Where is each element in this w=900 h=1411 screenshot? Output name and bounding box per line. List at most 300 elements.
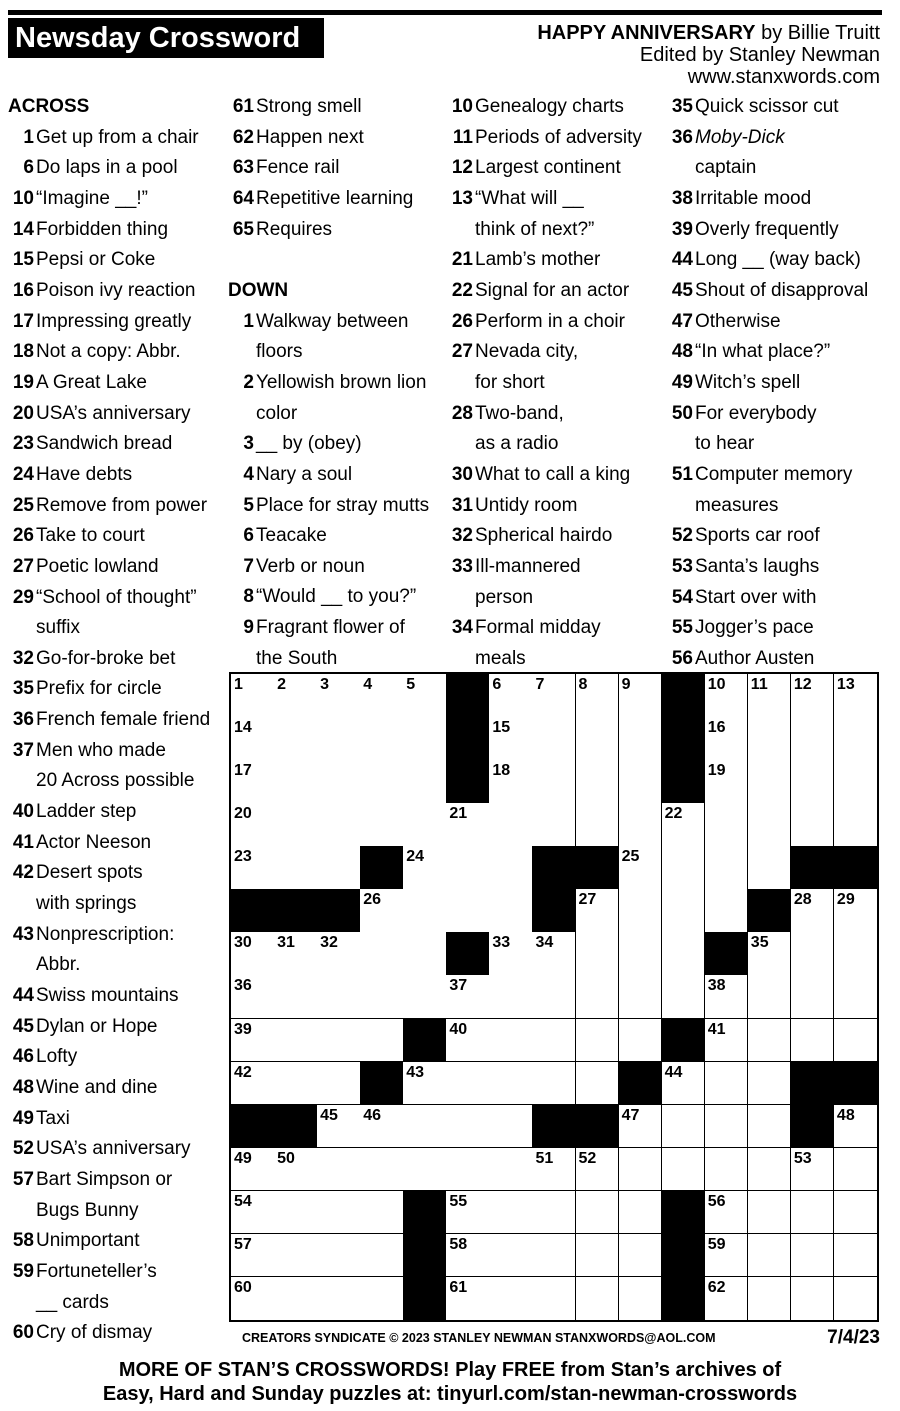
grid-cell[interactable] xyxy=(360,932,404,976)
grid-cell[interactable] xyxy=(317,1062,361,1106)
clue xyxy=(8,399,210,430)
clue xyxy=(228,429,429,460)
black-square xyxy=(662,1191,706,1235)
grid-cell[interactable] xyxy=(532,760,576,804)
grid-cell[interactable] xyxy=(791,1234,835,1278)
grid-cell[interactable] xyxy=(619,932,663,976)
grid-cell[interactable] xyxy=(489,1148,533,1192)
grid-cell[interactable] xyxy=(834,760,877,804)
cell-number: 21 xyxy=(449,805,468,823)
grid-cell[interactable] xyxy=(360,1191,404,1235)
grid-cell[interactable] xyxy=(576,760,620,804)
clue-text: Forbidden thing xyxy=(36,218,169,240)
grid-cell[interactable] xyxy=(489,803,533,847)
clue-number: 13 xyxy=(451,187,473,209)
grid-cell[interactable] xyxy=(748,760,792,804)
grid-cell[interactable] xyxy=(748,932,792,976)
grid-cell[interactable] xyxy=(834,1105,877,1149)
grid-cell[interactable] xyxy=(791,760,835,804)
grid-cell[interactable] xyxy=(705,975,749,1019)
grid-cell[interactable] xyxy=(576,975,620,1019)
grid-cell[interactable] xyxy=(317,932,361,976)
grid-cell[interactable] xyxy=(489,1277,533,1320)
grid-cell[interactable] xyxy=(619,1277,663,1320)
grid-cell[interactable] xyxy=(619,1234,663,1278)
grid-cell[interactable] xyxy=(791,1148,835,1192)
cell-number: 34 xyxy=(535,934,554,952)
grid-cell[interactable] xyxy=(403,846,447,890)
puzzle-editor: Edited by Stanley Newman xyxy=(639,44,880,66)
grid-cell[interactable] xyxy=(705,846,749,890)
cell-number: 14 xyxy=(234,719,252,737)
grid-cell[interactable] xyxy=(489,674,533,718)
grid-cell[interactable] xyxy=(662,1062,706,1106)
grid-cell[interactable] xyxy=(576,1148,620,1192)
grid-cell[interactable] xyxy=(662,1148,706,1192)
clue-text: Two-band, xyxy=(475,402,564,424)
clue xyxy=(667,613,868,644)
clue xyxy=(8,184,210,215)
grid-cell[interactable] xyxy=(705,1148,749,1192)
black-square xyxy=(274,1105,318,1149)
cell-number: 36 xyxy=(234,977,252,995)
grid-cell[interactable] xyxy=(705,1234,749,1278)
clue-continuation: color xyxy=(256,402,298,424)
cell-number: 32 xyxy=(320,934,338,952)
grid-cell[interactable] xyxy=(532,1234,576,1278)
clue-number: 40 xyxy=(12,801,34,823)
grid-cell[interactable] xyxy=(489,975,533,1019)
grid-cell[interactable] xyxy=(274,932,318,976)
grid-cell[interactable] xyxy=(748,1191,792,1235)
clue xyxy=(228,215,429,246)
grid-cell[interactable] xyxy=(317,846,361,890)
clue-text: Genealogy charts xyxy=(475,96,624,117)
grid-cell[interactable] xyxy=(489,889,533,933)
grid-cell[interactable] xyxy=(748,1062,792,1106)
grid-cell[interactable] xyxy=(705,803,749,847)
grid-cell[interactable] xyxy=(748,674,792,718)
grid-cell[interactable] xyxy=(489,760,533,804)
grid-cell[interactable] xyxy=(705,674,749,718)
grid-cell[interactable] xyxy=(231,1019,275,1063)
grid-cell[interactable] xyxy=(619,1105,663,1149)
cell-number: 62 xyxy=(707,1278,726,1296)
clue xyxy=(447,399,642,430)
grid-cell[interactable] xyxy=(532,1019,576,1063)
clue-text: French female friend xyxy=(36,709,211,731)
cell-number: 58 xyxy=(449,1235,468,1253)
grid-cell[interactable] xyxy=(748,1105,792,1149)
grid-cell[interactable] xyxy=(317,1105,361,1149)
grid-cell[interactable] xyxy=(662,932,706,976)
grid-cell[interactable] xyxy=(576,1019,620,1063)
grid-cell[interactable] xyxy=(231,803,275,847)
grid-cell[interactable] xyxy=(446,803,490,847)
grid-cell[interactable] xyxy=(576,932,620,976)
grid-cell[interactable] xyxy=(403,803,447,847)
grid-cell[interactable] xyxy=(446,846,490,890)
clue-number: 44 xyxy=(12,985,34,1007)
grid-cell[interactable] xyxy=(791,803,835,847)
grid-cell[interactable] xyxy=(360,1234,404,1278)
grid-cell[interactable] xyxy=(360,1019,404,1063)
grid-cell[interactable] xyxy=(317,803,361,847)
cell-number: 11 xyxy=(750,676,768,693)
grid-cell[interactable] xyxy=(619,975,663,1019)
grid-cell[interactable] xyxy=(317,674,361,718)
grid-cell[interactable] xyxy=(403,1105,447,1149)
newsday-logo: Newsday Crossword xyxy=(8,18,324,58)
grid-cell[interactable] xyxy=(791,932,835,976)
grid-cell[interactable] xyxy=(274,674,318,718)
clue xyxy=(228,491,429,522)
black-square xyxy=(403,1234,447,1278)
grid-cell[interactable] xyxy=(576,1277,620,1320)
clue xyxy=(667,215,868,246)
grid-cell[interactable] xyxy=(403,889,447,933)
clue-number: 52 xyxy=(671,525,693,547)
clue-text: Sandwich bread xyxy=(36,433,173,455)
grid-cell[interactable] xyxy=(748,1019,792,1063)
clue-number: 53 xyxy=(671,555,693,577)
clue-text: Irritable mood xyxy=(695,187,812,209)
grid-cell[interactable] xyxy=(231,1277,275,1320)
clue-text: Requires xyxy=(256,218,333,240)
clue xyxy=(447,307,642,338)
grid-cell[interactable] xyxy=(619,1148,663,1192)
clue xyxy=(8,1073,210,1104)
grid-cell[interactable] xyxy=(231,674,275,718)
clue-number: 1 xyxy=(23,126,34,148)
grid-cell[interactable] xyxy=(360,803,404,847)
grid-cell[interactable] xyxy=(231,1062,275,1106)
clue-text: Nary a soul xyxy=(256,463,353,485)
clue-text: Moby-Dick xyxy=(695,126,785,148)
cell-number: 47 xyxy=(621,1106,640,1124)
clue-number: 44 xyxy=(671,249,693,271)
grid-cell[interactable] xyxy=(576,1234,620,1278)
grid-cell[interactable] xyxy=(748,1277,792,1320)
cell-number: 27 xyxy=(578,891,597,909)
cell-number: 37 xyxy=(449,977,468,995)
clue-number: 30 xyxy=(451,463,473,485)
grid-cell[interactable] xyxy=(317,1277,361,1320)
grid-cell[interactable] xyxy=(705,1105,749,1149)
grid-cell[interactable] xyxy=(489,1019,533,1063)
grid-cell[interactable] xyxy=(360,1105,404,1149)
clue-number: 45 xyxy=(671,279,693,301)
grid-cell[interactable] xyxy=(834,1148,877,1192)
grid-cell[interactable] xyxy=(532,1191,576,1235)
clue xyxy=(8,276,210,307)
grid-cell[interactable] xyxy=(532,1277,576,1320)
grid-cell[interactable] xyxy=(532,975,576,1019)
grid-cell[interactable] xyxy=(834,1234,877,1278)
grid-cell[interactable] xyxy=(662,889,706,933)
grid-cell[interactable] xyxy=(834,1191,877,1235)
clue xyxy=(447,92,642,123)
grid-cell[interactable] xyxy=(231,1234,275,1278)
grid-cell[interactable] xyxy=(231,975,275,1019)
clue xyxy=(228,613,429,644)
cell-number: 22 xyxy=(664,805,683,823)
clue-continuation: to hear xyxy=(695,433,755,455)
grid-cell[interactable] xyxy=(231,846,275,890)
grid-cell[interactable] xyxy=(532,717,576,761)
clue xyxy=(8,1012,210,1043)
grid-cell[interactable] xyxy=(403,760,447,804)
clue-number: 62 xyxy=(232,126,254,148)
grid-cell[interactable] xyxy=(748,1148,792,1192)
grid-cell[interactable] xyxy=(446,1277,490,1320)
grid-cell[interactable] xyxy=(489,1191,533,1235)
clue-text: Fortuneteller’s xyxy=(36,1260,157,1282)
grid-cell[interactable] xyxy=(705,1062,749,1106)
clue xyxy=(8,981,210,1012)
grid-cell[interactable] xyxy=(274,1277,318,1320)
black-square xyxy=(576,1105,620,1149)
clue-number: 43 xyxy=(12,923,34,945)
grid-cell[interactable] xyxy=(274,1234,318,1278)
grid-cell[interactable] xyxy=(489,1234,533,1278)
clue xyxy=(447,521,642,552)
clue-number: 8 xyxy=(243,586,254,608)
cell-number: 9 xyxy=(621,676,631,693)
clue xyxy=(8,521,210,552)
grid-cell[interactable] xyxy=(576,803,620,847)
grid-cell[interactable] xyxy=(446,1062,490,1106)
grid-cell[interactable] xyxy=(834,717,877,761)
grid-cell[interactable] xyxy=(489,1105,533,1149)
clue-number: 6 xyxy=(243,525,254,547)
grid-cell[interactable] xyxy=(231,932,275,976)
grid-cell[interactable] xyxy=(403,1148,447,1192)
clue-number: 5 xyxy=(243,494,254,516)
grid-cell[interactable] xyxy=(403,717,447,761)
clue-continuation: suffix xyxy=(36,617,81,639)
footer-line-2: Easy, Hard and Sunday puzzles at: tinyurl.com/stan-newman-crosswords xyxy=(102,1383,798,1405)
puzzle-date: 7/4/23 xyxy=(827,1327,880,1348)
footer-promo xyxy=(0,1358,900,1406)
grid-cell[interactable] xyxy=(834,889,877,933)
clue xyxy=(8,1257,210,1288)
grid-cell[interactable] xyxy=(748,717,792,761)
clue-continuation: 20 Across possible xyxy=(36,770,195,792)
grid-cell[interactable] xyxy=(532,803,576,847)
grid-cell[interactable] xyxy=(834,932,877,976)
grid-cell[interactable] xyxy=(791,975,835,1019)
grid-cell[interactable] xyxy=(619,889,663,933)
clue-text: Poison ivy reaction xyxy=(36,279,196,301)
clue-number: 7 xyxy=(243,555,254,577)
grid-cell[interactable] xyxy=(791,1019,835,1063)
clue xyxy=(447,491,642,522)
clue-number: 51 xyxy=(671,463,693,485)
grid-cell[interactable] xyxy=(317,717,361,761)
grid-cell[interactable] xyxy=(317,1191,361,1235)
grid-cell[interactable] xyxy=(576,889,620,933)
grid-cell[interactable] xyxy=(576,1062,620,1106)
grid-cell[interactable] xyxy=(231,1148,275,1192)
clue xyxy=(228,368,429,399)
grid-cell[interactable] xyxy=(274,717,318,761)
grid-cell[interactable] xyxy=(274,1062,318,1106)
grid-cell[interactable] xyxy=(705,1191,749,1235)
grid-cell[interactable] xyxy=(705,717,749,761)
clue-number: 52 xyxy=(12,1138,34,1160)
grid-cell[interactable] xyxy=(619,1019,663,1063)
grid-cell[interactable] xyxy=(619,674,663,718)
clue-text: “Imagine __!” xyxy=(36,187,148,209)
black-square xyxy=(662,1019,706,1063)
grid-cell[interactable] xyxy=(532,932,576,976)
grid-cell[interactable] xyxy=(446,1105,490,1149)
clue-number: 20 xyxy=(12,402,34,424)
grid-cell[interactable] xyxy=(662,1105,706,1149)
grid-cell[interactable] xyxy=(791,1191,835,1235)
grid-cell[interactable] xyxy=(791,717,835,761)
grid-cell[interactable] xyxy=(834,1019,877,1063)
clue xyxy=(8,123,210,154)
clue xyxy=(667,460,868,491)
clue xyxy=(447,123,642,154)
black-square xyxy=(662,760,706,804)
grid-cell[interactable] xyxy=(532,674,576,718)
grid-cell[interactable] xyxy=(446,975,490,1019)
grid-cell[interactable] xyxy=(748,975,792,1019)
clue xyxy=(8,1165,210,1196)
grid-cell[interactable] xyxy=(274,1019,318,1063)
grid-cell[interactable] xyxy=(662,846,706,890)
clue-text: Lamb’s mother xyxy=(475,249,601,271)
grid-cell[interactable] xyxy=(403,975,447,1019)
black-square xyxy=(532,846,576,890)
grid-cell[interactable] xyxy=(705,760,749,804)
grid-cell[interactable] xyxy=(576,717,620,761)
grid-cell[interactable] xyxy=(532,1062,576,1106)
grid-cell[interactable] xyxy=(748,803,792,847)
grid-cell[interactable] xyxy=(274,846,318,890)
grid-cell[interactable] xyxy=(446,1148,490,1192)
grid-cell[interactable] xyxy=(360,760,404,804)
clue-text: Fence rail xyxy=(256,157,340,179)
grid-cell[interactable] xyxy=(532,1148,576,1192)
grid-cell[interactable] xyxy=(619,1191,663,1235)
clue-text: Wine and dine xyxy=(36,1077,158,1098)
clue xyxy=(8,858,210,889)
grid-cell[interactable] xyxy=(446,1019,490,1063)
clue xyxy=(8,920,210,951)
clue-number: 22 xyxy=(451,279,473,301)
grid-cell[interactable] xyxy=(317,1148,361,1192)
grid-cell[interactable] xyxy=(274,975,318,1019)
grid-cell[interactable] xyxy=(662,803,706,847)
grid-cell[interactable] xyxy=(231,760,275,804)
grid-cell[interactable] xyxy=(489,932,533,976)
grid-cell[interactable] xyxy=(274,803,318,847)
grid-cell[interactable] xyxy=(619,717,663,761)
clue xyxy=(667,184,868,215)
grid-cell[interactable] xyxy=(360,717,404,761)
grid-cell[interactable] xyxy=(403,674,447,718)
clue-number: 42 xyxy=(12,862,34,884)
grid-cell[interactable] xyxy=(834,674,877,718)
clue-number: 17 xyxy=(12,310,34,332)
clue xyxy=(8,797,210,828)
grid-cell[interactable] xyxy=(317,760,361,804)
clue-number: 65 xyxy=(232,218,254,240)
grid-cell[interactable] xyxy=(403,932,447,976)
grid-cell[interactable] xyxy=(705,1277,749,1320)
grid-cell[interactable] xyxy=(360,1277,404,1320)
grid-cell[interactable] xyxy=(317,1234,361,1278)
grid-cell[interactable] xyxy=(834,1277,877,1320)
grid-cell[interactable] xyxy=(576,1191,620,1235)
grid-cell[interactable] xyxy=(619,846,663,890)
grid-cell[interactable] xyxy=(576,674,620,718)
cell-number: 4 xyxy=(363,676,373,693)
grid-cell[interactable] xyxy=(748,1234,792,1278)
black-square xyxy=(446,717,490,761)
grid-cell[interactable] xyxy=(489,1062,533,1106)
grid-cell[interactable] xyxy=(446,1234,490,1278)
clue-text: Have debts xyxy=(36,463,133,485)
grid-cell[interactable] xyxy=(274,1191,318,1235)
grid-cell[interactable] xyxy=(705,1019,749,1063)
grid-cell[interactable] xyxy=(403,1062,447,1106)
grid-cell[interactable] xyxy=(231,1191,275,1235)
grid-cell[interactable] xyxy=(317,975,361,1019)
grid-cell[interactable] xyxy=(360,1148,404,1192)
grid-cell[interactable] xyxy=(274,760,318,804)
grid-cell[interactable] xyxy=(360,975,404,1019)
grid-cell[interactable] xyxy=(791,1277,835,1320)
grid-cell[interactable] xyxy=(489,846,533,890)
cell-number: 31 xyxy=(277,934,295,952)
grid-cell[interactable] xyxy=(446,1191,490,1235)
black-square xyxy=(532,889,576,933)
grid-cell[interactable] xyxy=(619,760,663,804)
clue-number: 21 xyxy=(451,249,473,271)
grid-cell[interactable] xyxy=(662,975,706,1019)
grid-cell[interactable] xyxy=(834,803,877,847)
grid-cell[interactable] xyxy=(791,889,835,933)
clue-number: 4 xyxy=(243,463,254,485)
black-square xyxy=(576,846,620,890)
clue-number: 46 xyxy=(12,1046,34,1068)
clue-text: Walkway between xyxy=(256,310,409,332)
grid-cell[interactable] xyxy=(317,1019,361,1063)
grid-cell[interactable] xyxy=(446,889,490,933)
clue-text: Sports car roof xyxy=(695,525,820,547)
puzzle-author: by Billie Truitt xyxy=(755,22,880,44)
cell-number: 51 xyxy=(535,1149,554,1167)
grid-cell[interactable] xyxy=(360,889,404,933)
grid-cell[interactable] xyxy=(274,1148,318,1192)
grid-cell[interactable] xyxy=(834,975,877,1019)
cell-number: 61 xyxy=(449,1278,468,1296)
grid-cell[interactable] xyxy=(748,846,792,890)
clue-continuation: for short xyxy=(475,371,545,393)
grid-cell[interactable] xyxy=(791,674,835,718)
grid-cell[interactable] xyxy=(231,717,275,761)
grid-cell[interactable] xyxy=(705,889,749,933)
clue-number: 55 xyxy=(671,617,693,639)
grid-cell[interactable] xyxy=(489,717,533,761)
grid-cell[interactable] xyxy=(360,674,404,718)
grid-cell[interactable] xyxy=(619,803,663,847)
